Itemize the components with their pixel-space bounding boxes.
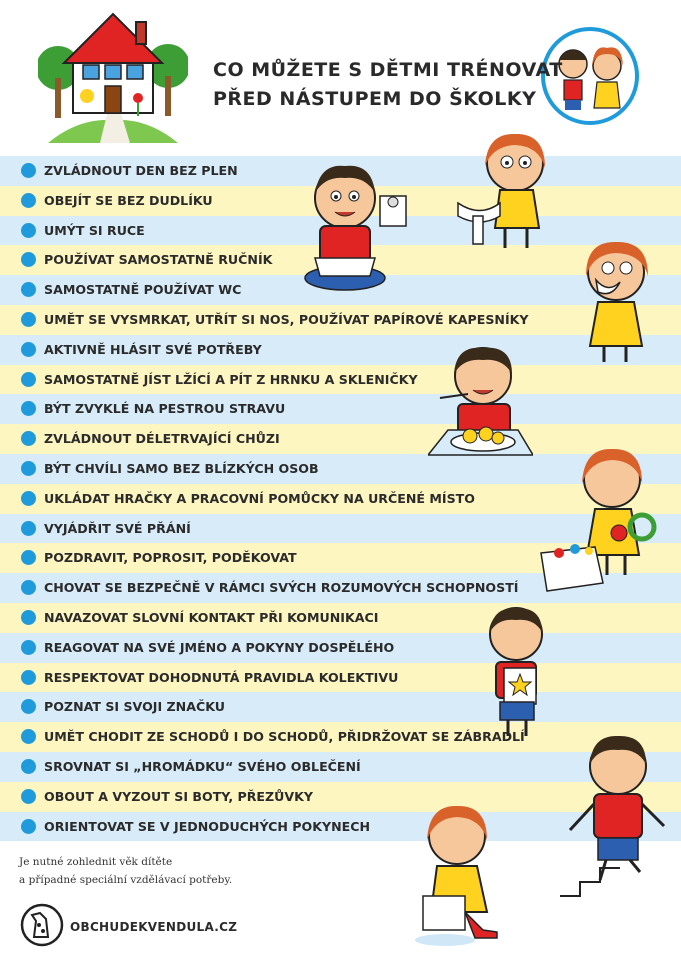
list-item-label: CHOVAT SE BEZPEČNĚ V RÁMCI SVÝCH ROZUMOVÝCH SCHOPNOSTÍ xyxy=(44,580,519,596)
bullet-icon xyxy=(21,789,36,804)
list-item-label: VYJÁDŘIT SVÉ PŘÁNÍ xyxy=(44,520,191,536)
list-item-label: OBEJÍT SE BEZ DUDLÍKU xyxy=(44,192,213,208)
list-item xyxy=(0,603,681,633)
bullet-icon xyxy=(21,252,36,267)
bullet-icon xyxy=(21,461,36,476)
list-item-label: UMĚT SE VYSMRKAT, UTŘÍT SI NOS, POUŽÍVAT PAPÍROVÉ KAPESNÍKY xyxy=(44,311,529,327)
list-item-label: RESPEKTOVAT DOHODNUTÁ PRAVIDLA KOLEKTIVU xyxy=(44,669,399,685)
girl-tissue-illustration xyxy=(568,236,663,366)
girl-shoes-illustration xyxy=(405,800,510,950)
footnote xyxy=(19,853,232,889)
giraffe-logo-icon xyxy=(20,903,64,947)
list-item-label: ZVLÁDNOUT DÉLETRVAJÍCÍ CHŮZI xyxy=(44,431,280,447)
bullet-icon xyxy=(21,521,36,536)
boy-potty-illustration xyxy=(300,158,420,303)
bullet-icon xyxy=(21,759,36,774)
page-title xyxy=(213,56,563,114)
bullet-icon xyxy=(21,729,36,744)
girl-toy-box-illustration xyxy=(537,443,662,595)
bullet-icon xyxy=(21,819,36,834)
list-item-label: REAGOVAT NA SVÉ JMÉNO A POKYNY DOSPĚLÉHO xyxy=(44,639,395,655)
bullet-icon xyxy=(21,401,36,416)
list-item-label: ORIENTOVAT SE V JEDNODUCHÝCH POKYNECH xyxy=(44,818,371,834)
list-item-label: SROVNAT SI „HROMÁDKU“ SVÉHO OBLEČENÍ xyxy=(44,758,361,774)
list-item xyxy=(0,663,681,693)
bullet-icon xyxy=(21,550,36,565)
bullet-icon xyxy=(21,282,36,297)
bullet-icon xyxy=(21,670,36,685)
list-item-label: UKLÁDAT HRAČKY A PRACOVNÍ POMŮCKY NA URČENÉ MÍSTO xyxy=(44,490,475,506)
bullet-icon xyxy=(21,431,36,446)
list-item-label: OBOUT A VYZOUT SI BOTY, PŘEZŮVKY xyxy=(44,788,313,804)
list-item-label: POZNAT SI SVOJI ZNAČKU xyxy=(44,699,225,715)
list-item-label: SAMOSTATNĚ POUŽÍVAT WC xyxy=(44,282,242,298)
boy-eating-illustration xyxy=(428,340,533,460)
title-line-2: PŘED NÁSTUPEM DO ŠKOLKY xyxy=(213,88,537,110)
bullet-icon xyxy=(21,610,36,625)
list-item-label: POUŽÍVAT SAMOSTATNĚ RUČNÍK xyxy=(44,252,273,268)
boy-stairs-illustration xyxy=(560,730,670,900)
title-line-1: CO MŮŽETE S DĚTMI TRÉNOVAT xyxy=(213,59,563,81)
bullet-icon xyxy=(21,699,36,714)
boy-drawing-illustration xyxy=(478,602,548,742)
bullet-icon xyxy=(21,491,36,506)
bullet-icon xyxy=(21,372,36,387)
list-item-label: BÝT ZVYKLÉ NA PESTROU STRAVU xyxy=(44,401,286,417)
bullet-icon xyxy=(21,223,36,238)
list-item-label: NAVAZOVAT SLOVNÍ KONTAKT PŘI KOMUNIKACI xyxy=(44,609,379,625)
brand-website[interactable]: OBCHUDEKVENDULA.CZ xyxy=(70,920,238,934)
list-item xyxy=(0,394,681,424)
bullet-icon xyxy=(21,342,36,357)
house-illustration xyxy=(38,8,188,148)
list-item-label: ZVLÁDNOUT DEN BEZ PLEN xyxy=(44,163,238,178)
list-item xyxy=(0,692,681,722)
list-item-label: BÝT CHVÍLI SAMO BEZ BLÍZKÝCH OSOB xyxy=(44,460,319,476)
list-item xyxy=(0,633,681,663)
bullet-icon xyxy=(21,640,36,655)
list-item-label: POZDRAVIT, POPROSIT, PODĚKOVAT xyxy=(44,550,297,566)
girl-washing-hands-illustration xyxy=(455,128,555,253)
bullet-icon xyxy=(21,193,36,208)
footnote-line-2: a případné speciální vzdělávací potřeby. xyxy=(19,874,233,886)
list-item xyxy=(0,365,681,395)
bullet-icon xyxy=(21,163,36,178)
list-item-label: UMÝT SI RUCE xyxy=(44,222,145,238)
bullet-icon xyxy=(21,580,36,595)
list-item-label: AKTIVNĚ HLÁSIT SVÉ POTŘEBY xyxy=(44,341,262,357)
footnote-line-1: Je nutné zohlednit věk dítěte xyxy=(19,856,173,868)
list-item-label: UMĚT CHODIT ZE SCHODŮ I DO SCHODŮ, PŘIDRŽOVAT SE ZÁBRADLÍ xyxy=(44,729,525,745)
list-item-label: SAMOSTATNĚ JÍST LŽÍCÍ A PÍT Z HRNKU A SKLENIČKY xyxy=(44,371,418,387)
bullet-icon xyxy=(21,312,36,327)
